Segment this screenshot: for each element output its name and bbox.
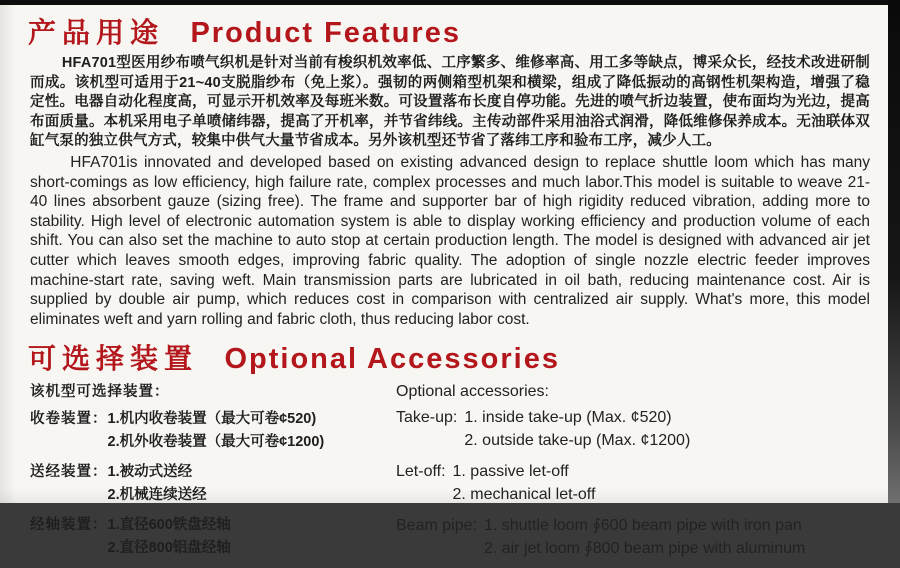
en-group-label: Take-up: xyxy=(396,409,458,427)
zh-group-label: 送经装置： xyxy=(30,464,108,481)
en-group-label: Beam pipe: xyxy=(396,517,477,535)
list-item: 2. air jet loom ∮800 beam pipe with aluminum xyxy=(483,540,806,558)
list-item: 2. outside take-up (Max. ¢1200) xyxy=(464,432,691,450)
list-item: 2.机械连续送经 xyxy=(107,487,207,504)
product-features-heading xyxy=(28,11,888,51)
en-group-label: Let-off: xyxy=(396,463,446,481)
zh-group-take-up xyxy=(30,408,388,454)
zh-group-label: 经轴装置： xyxy=(30,517,108,534)
optional-accessories-list-en xyxy=(388,381,888,568)
zh-group-items xyxy=(108,408,325,454)
en-group-items xyxy=(453,460,596,506)
zh-group-let-off xyxy=(30,461,388,507)
optional-accessories-title-en: Optional Accessories xyxy=(224,343,560,376)
en-list-heading: Optional accessories: xyxy=(396,383,549,401)
list-item: 2.直径800铝盘经轴 xyxy=(107,540,231,557)
en-group-items xyxy=(464,406,690,452)
zh-group-label: 收卷装置： xyxy=(30,411,108,428)
optional-accessories-list-zh xyxy=(30,381,388,568)
list-item: 1. inside take-up (Max. ¢520) xyxy=(464,409,672,427)
list-item: 1.机内收卷装置（最大可卷¢520) xyxy=(107,411,317,428)
zh-group-beam-pipe xyxy=(30,514,388,560)
scan-edge-right xyxy=(888,0,900,503)
product-features-title-en: Product Features xyxy=(190,17,461,49)
en-group-take-up xyxy=(396,406,888,452)
list-item: 1. shuttle loom ∮600 beam pipe with iron pan xyxy=(483,517,802,535)
zh-group-items xyxy=(108,514,231,560)
list-item: 1. passive let-off xyxy=(452,463,569,481)
list-item: 1.被动式送经 xyxy=(107,464,193,481)
zh-group-items xyxy=(108,461,207,507)
optional-accessories-title-zh: 可选择装置 xyxy=(28,343,199,375)
en-group-items xyxy=(484,514,805,560)
list-item: 1.直径600铁盘经轴 xyxy=(107,517,231,534)
page-content xyxy=(0,5,888,558)
zh-list-heading: 该机型可选择装置： xyxy=(30,384,170,401)
product-features-title-zh: 产品用途 xyxy=(28,17,165,48)
optional-accessories-heading xyxy=(28,337,888,377)
optional-accessories-columns xyxy=(30,381,888,568)
en-group-beam-pipe xyxy=(396,514,888,560)
list-item: 2.机外收卷装置（最大可卷¢1200) xyxy=(107,434,325,451)
product-features-paragraph-en: HFA701is innovated and developed based on existing advanced design to replace shuttle loom which has many short-comings as low efficiency, high failure rate, complex processes and much labor.This model is suitable to weave 21-40 lines absorbent gauze (sizing free). The frame and supporter bar of high rigidity reduced vibration, adding more to stability. High level of electronic automation system is able to display working efficiency and production volume of each shift. You can also set the machine to auto stop at certain production length. The model is designed with advanced air jet cutter which leaves smooth edges, improving fabric quality. The adoption of single nozzle electric feeder improves machine-start rate, saving weft. Main transmission parts are lubricated in oil bath, reducing maintenance cost. Air is supplied by double air pump, which reduces cost in comparison with centralized air supply. What's more, this model eliminates weft and yarn rolling and fabric cloth, thus reducing labor cost. xyxy=(30,153,870,328)
product-features-paragraph-zh: HFA701型医用纱布喷气织机是针对当前有梭织机效率低、工序繁多、维修率高、用工多等缺点，博采众长，经技术改进研制而成。该机型可适用于21~40支脱脂纱布（免上浆）。强韧的两侧箱型机架和横梁，组成了降低振动的高钢性机架构造，增强了稳定性。电器自动化程度高，可显示开机效率及每班米数。可设置落布长度自停功能。先进的喷气折边装置，使布面均为光边，提高布面质量。本机采用电子单喷储纬器，提高了开机率，并节省纬线。主传动部件采用油浴式润滑，降低维修保养成本。无油联体双缸气泵的独立供气方式，较集中供气大量节省成本。另外该机型还节省了落纬工序和验布工序，减少人工。 xyxy=(30,55,870,150)
en-group-let-off xyxy=(396,460,888,506)
list-item: 2. mechanical let-off xyxy=(452,486,596,504)
